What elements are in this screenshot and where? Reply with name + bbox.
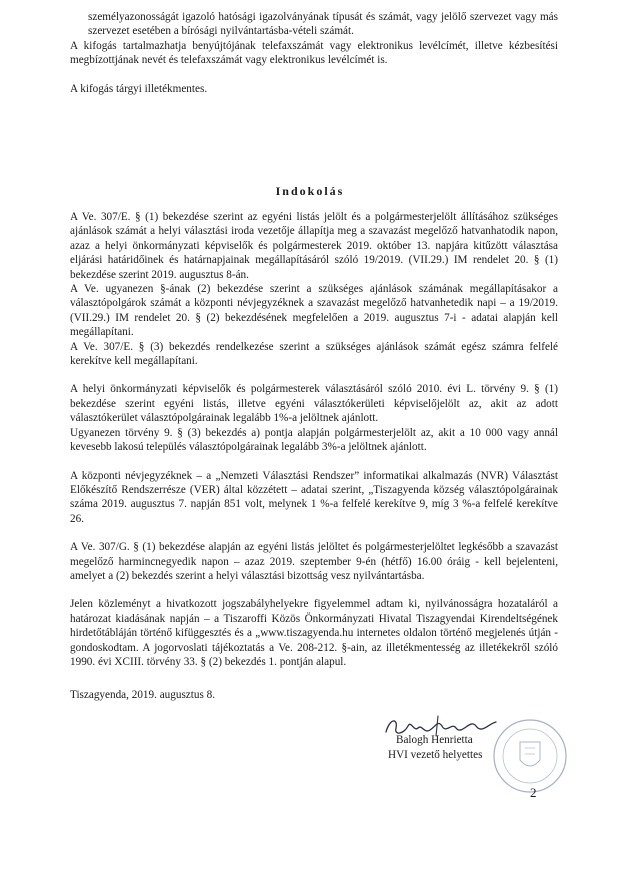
signer-title: HVI vezető helyettes xyxy=(388,749,483,761)
date-line: Tiszagyenda, 2019. augusztus 8. xyxy=(70,689,216,701)
page-number: 2 xyxy=(530,785,537,800)
paragraph-fax-email: A kifogás tartalmazhatja benyújtójának telefaxszámát vagy elektronikus levélcímét, illetve kézbesítési megbízottjának nevét és telefaxszámát vagy elektronikus levélcímét is. xyxy=(70,39,558,67)
paragraph-fee-exempt: A kifogás tárgyi illetékmentes. xyxy=(70,82,208,95)
paragraph-body-6: A központi névjegyzéknek – a „Nemzeti Választási Rendszer” informatikai alkalmazás (NVR) Választást Előkészítő Rendszerrésze (VER) által közzétett – adatai szerint, „Tiszagyenda község választópolgárainak száma 2019. augusztus 7. napján 851 volt, melynek 1 %-a felfelé kerekítve 9, míg 3 %-a felfelé kerekítve 26. xyxy=(70,469,558,525)
paragraph-body-3: A Ve. 307/E. § (3) bekezdés rendelkezése szerint a szükséges ajánlások számát egész számra felfelé kerekítve kell megállapítani. xyxy=(70,340,558,368)
paragraph-body-1: A Ve. 307/E. § (1) bekezdése szerint az egyéni listás jelölt és a polgármesterjelölt állításához szükséges ajánlások számát a helyi választási iroda vezetője állapítja meg a szavazást megelőző hatvanhatodik napon, azaz a helyi önkormányzati képviselők és polgármesterek 2019. október 13. napjára kitűzött választása eljárási határidőinek és határnapjainak megállapításáról szóló 19/2019. (VII.29.) IM rendelet 20. § (1) bekezdése szerint 2019. augusztus 8-án. xyxy=(70,211,558,281)
signer-name: Balogh Henrietta xyxy=(396,734,473,746)
signature-block xyxy=(378,712,578,812)
paragraph-body-5: Ugyanezen törvény 9. § (3) bekezdés a) pontja alapján polgármesterjelölt az, akit a 10 000 vagy annál kevesebb lakosú település választópolgárainak legalább 3%-a jelöltnek ajánlott. xyxy=(70,426,558,454)
paragraph-body-7: A Ve. 307/G. § (1) bekezdése alapján az egyéni listás jelöltet és polgármesterjelöltet legkésőbb a szavazást megelőző harmincnegyedik napon – azaz 2019. szeptember 9-én (hétfő) 16.00 óráig - kell bejelenteni, amelyet a (2) bekezdés szerint a helyi választási bizottság vesz nyilvántartásba. xyxy=(70,541,558,582)
paragraph-continuation: személyazonosságát igazoló hatósági igazolványának típusát és számát, vagy jelölő szervezet vagy más szervezet esetében a bírósági nyilvántartásba-vételi számát. xyxy=(88,11,558,38)
paragraph-body-8: Jelen közleményt a hivatkozott jogszabályhelyekre figyelemmel adtam ki, nyilvánosságra hozataláról a határozat kiadásának napján – a Tiszaroffi Közös Önkormányzati Hivatal Tiszagyendai Kirendeltségének hirdetőtábláján történő kifüggesztés és a „www.tiszagyenda.hu internetes oldalon történő megjelenés útján - gondoskodtam. A jogorvoslati tájékoztatás a Ve. 208-212. §-ain, az illetékmentesség az illetékekről szóló 1990. évi XCIII. törvény 33. § (2) bekezdés 1. pontján alapul. xyxy=(70,598,558,668)
paragraph-body-2: A Ve. ugyanezen §-ának (2) bekezdése szerint a szükséges ajánlások számának megállapításakor a választópolgárok számát a központi névjegyzéknek a szavazást megelőző hatvanhetedik napi – a 19/2019. (VII.29.) IM rendelet 20. § (2) bekezdésének megfelelően a 2019. augusztus 7-i - adatai alapján kell megállapítani. xyxy=(70,283,558,339)
paragraph-body-4: A helyi önkormányzati képviselők és polgármesterek választásáról szóló 2010. évi L. törvény 9. § (1) bekezdése szerint egyéni listás, illetve egyéni választókerületi képviselőjelölt az, akit az adott választókerület választópolgárainak legalább 1%-a jelöltnek ajánlott. xyxy=(70,383,558,425)
reasoning-body xyxy=(70,210,558,669)
section-heading: Indokolás xyxy=(275,184,345,198)
top-block xyxy=(70,10,558,96)
